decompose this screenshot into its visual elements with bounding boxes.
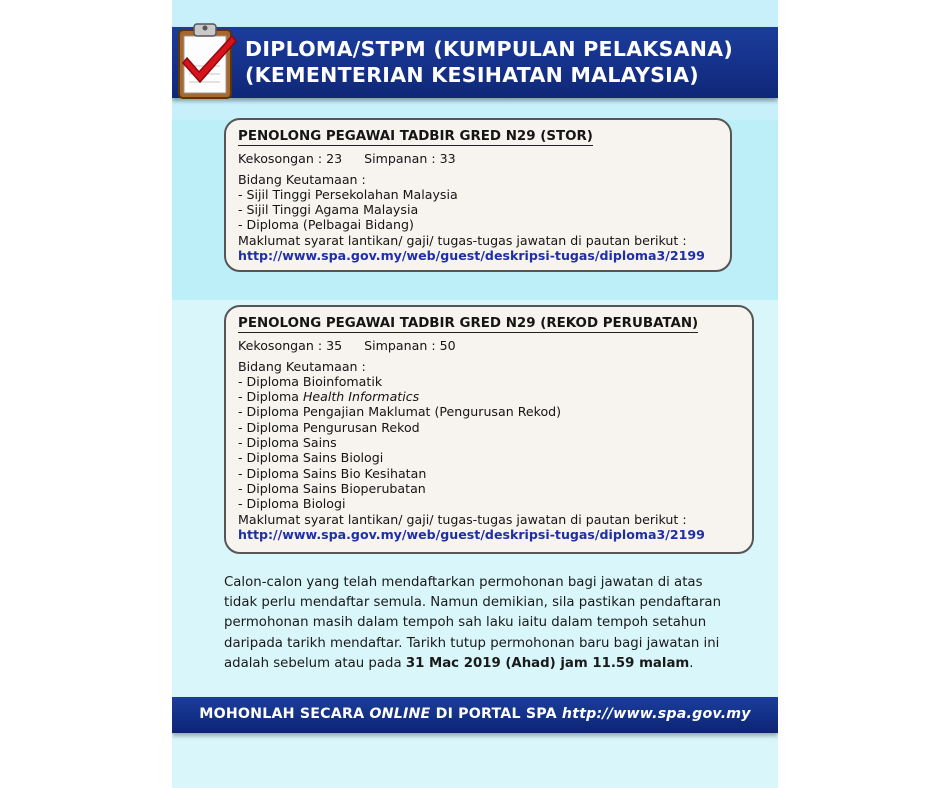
vacancy-count: Kekosongan : 23 (238, 151, 343, 167)
notice-line: tidak perlu mendaftar semula. Namun demikian, sila pastikan pendaftaran (224, 595, 721, 611)
title-banner (172, 27, 778, 98)
vacancy-row (238, 338, 740, 353)
field-item-italic: Health Informatics (302, 389, 420, 405)
field-heading: Bidang Keutamaan : (238, 358, 366, 374)
notice-line: Calon-calon yang telah mendaftarkan permohonan bagi jawatan di atas (224, 575, 703, 590)
field-item: - Diploma Sains Biologi (238, 450, 384, 466)
info-text: Maklumat syarat lantikan/ gaji/ tugas-tugas jawatan di pautan berikut : (238, 232, 687, 248)
info-link[interactable]: http://www.spa.gov.my/web/guest/deskripsi-tugas/diploma3/2199 (238, 248, 705, 264)
deadline-date: 31 Mac 2019 (Ahad) jam 11.59 malam (405, 655, 690, 671)
notice-line-deadline (224, 654, 724, 674)
vacancy-row (238, 151, 718, 166)
footer-text-mid: DI PORTAL SPA (430, 706, 562, 722)
title-line-2: (KEMENTERIAN KESIHATAN MALAYSIA) (245, 63, 699, 87)
job-title: PENOLONG PEGAWAI TADBIR GRED N29 (STOR) (238, 129, 593, 146)
notice-paragraph (224, 573, 724, 674)
clipboard-check-icon (172, 18, 240, 102)
info-link[interactable]: http://www.spa.gov.my/web/guest/deskripsi-tugas/diploma3/2199 (238, 526, 705, 542)
field-item: - Diploma (Pelbagai Bidang) (238, 217, 414, 233)
deadline-suffix: . (689, 655, 694, 671)
field-item: - Sijil Tinggi Persekolahan Malaysia (238, 186, 458, 202)
field-item: - Diploma Sains Bioperubatan (238, 480, 426, 496)
reserve-count: Simpanan : 50 (364, 338, 456, 354)
field-item: - Diploma Pengajian Maklumat (Pengurusan Rekod) (238, 404, 562, 420)
field-item: - Sijil Tinggi Agama Malaysia (238, 202, 419, 218)
job-card-stor (224, 118, 732, 272)
footer-text-before: MOHONLAH SECARA (199, 706, 370, 722)
deadline-prefix: adalah sebelum atau pada (224, 655, 406, 671)
notice-line: permohonan masih dalam tempoh sah laku iaitu dalam tempoh setahun (224, 615, 707, 631)
field-item-prefix: - Diploma (238, 389, 303, 405)
poster (172, 0, 778, 788)
info-text: Maklumat syarat lantikan/ gaji/ tugas-tugas jawatan di pautan berikut : (238, 511, 687, 527)
field-item: - Diploma Pengurusan Rekod (238, 419, 420, 435)
field-item: - Diploma Sains (238, 435, 337, 451)
footer-text (172, 706, 778, 722)
footer-text-online: ONLINE (369, 706, 431, 722)
notice-line: daripada tarikh mendaftar. Tarikh tutup permohonan baru bagi jawatan ini (224, 635, 720, 651)
field-item: - Diploma Biologi (238, 496, 346, 512)
field-item: - Diploma Sains Bio Kesihatan (238, 465, 427, 481)
reserve-count: Simpanan : 33 (364, 151, 456, 167)
field-heading: Bidang Keutamaan : (238, 171, 366, 187)
field-item: - Diploma Bioinfomatik (238, 373, 383, 389)
footer-url-link[interactable]: http://www.spa.gov.my (561, 706, 751, 722)
title-line-1: DIPLOMA/STPM (KUMPULAN PELAKSANA) (245, 37, 734, 61)
field-item (238, 389, 740, 404)
page-title (245, 36, 765, 88)
vacancy-count: Kekosongan : 35 (238, 338, 343, 354)
job-card-rekod-perubatan (224, 305, 754, 554)
footer-banner (172, 697, 778, 733)
job-title: PENOLONG PEGAWAI TADBIR GRED N29 (REKOD PERUBATAN) (238, 316, 698, 333)
